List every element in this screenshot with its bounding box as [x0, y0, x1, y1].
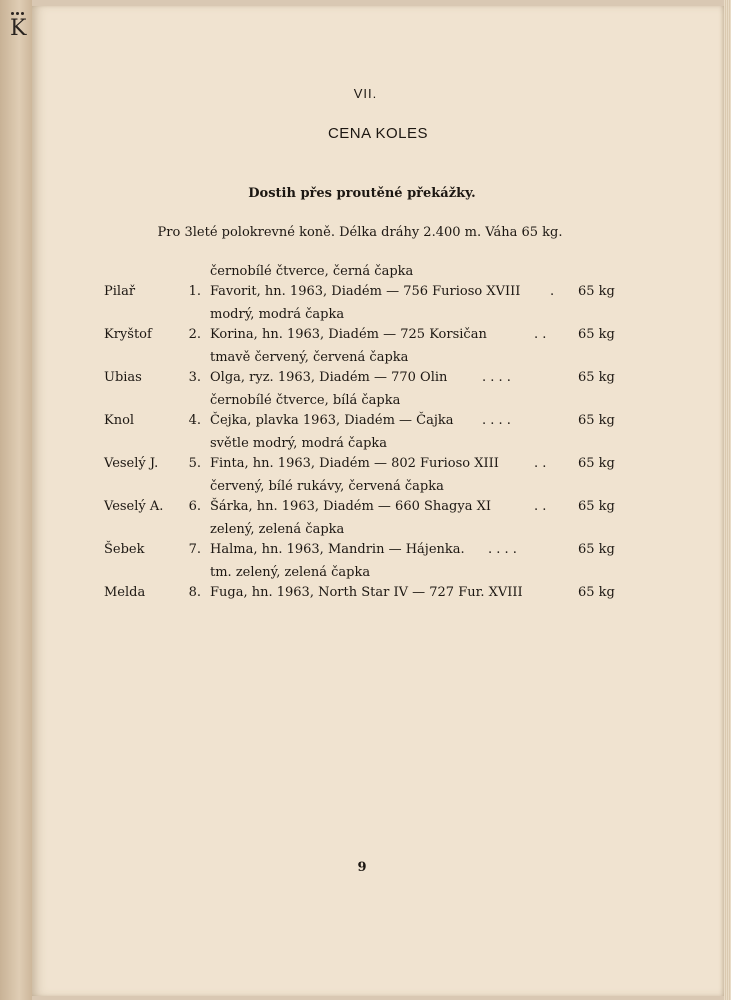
entry-row — [0, 307, 731, 350]
entry-leader-dots: . . . . — [482, 370, 511, 385]
entry-horse: Fuga, hn. 1963, North Star IV — 727 Fur. XVIII — [210, 585, 523, 600]
entry-jockey: Kryštof — [104, 327, 152, 342]
entry-weight: 65 kg — [578, 542, 615, 557]
entry-weight: 65 kg — [578, 284, 615, 299]
entry-weight: 65 kg — [578, 413, 615, 428]
chapter-number: VII. — [353, 86, 378, 101]
entry-row — [0, 565, 731, 608]
entry-jockey: Šebek — [104, 542, 145, 557]
entry-colors: červený, bílé rukávy, červená čapka — [210, 479, 444, 494]
entry-horse: Korina, hn. 1963, Diadém — 725 Korsičan — [210, 327, 487, 342]
entry-number: 8. — [188, 585, 201, 600]
race-conditions: Pro 3leté polokrevné koně. Délka dráhy 2.400 m. Váha 65 kg. — [157, 225, 563, 240]
entry-jockey: Knol — [104, 413, 135, 428]
entry-leader-dots: . . . . — [482, 413, 511, 428]
entry-horse: Favorit, hn. 1963, Diadém — 756 Furioso XVIII — [210, 284, 521, 299]
entry-number: 4. — [188, 413, 201, 428]
entry-leader-dots: . . — [534, 327, 547, 342]
entry-jockey: Veselý J. — [104, 456, 159, 471]
entry-number: 7. — [188, 542, 201, 557]
entry-horse: Čejka, plavka 1963, Diadém — Čajka — [210, 413, 454, 428]
entry-number: 5. — [188, 456, 201, 471]
entry-horse: Šárka, hn. 1963, Diadém — 660 Shagya XI — [210, 499, 491, 514]
entry-jockey: Melda — [104, 585, 146, 600]
entry-jockey: Pilař — [104, 284, 136, 299]
entry-weight: 65 kg — [578, 499, 615, 514]
entry-row — [0, 522, 731, 565]
entry-colors: světle modrý, modrá čapka — [210, 436, 388, 451]
entry-horse: Halma, hn. 1963, Mandrin — Hájenka. — [210, 542, 465, 557]
entry-leader-dots: . — [550, 284, 555, 299]
entry-weight: 65 kg — [578, 327, 615, 342]
entry-horse: Finta, hn. 1963, Diadém — 802 Furioso XIII — [210, 456, 499, 471]
entry-number: 3. — [188, 370, 201, 385]
entry-number: 6. — [188, 499, 201, 514]
entry-leader-dots: . . — [534, 456, 547, 471]
entry-row — [0, 264, 731, 307]
entry-colors: černobílé čtverce, černá čapka — [210, 264, 414, 279]
entry-leader-dots: . . — [534, 499, 547, 514]
entry-jockey: Veselý A. — [104, 499, 164, 514]
entry-weight: 65 kg — [578, 370, 615, 385]
race-type-heading: Dostih přes proutěné překážky. — [248, 186, 476, 201]
page-number: 9 — [357, 860, 367, 875]
entry-horse: Olga, ryz. 1963, Diadém — 770 Olin — [210, 370, 448, 385]
entry-number: 1. — [188, 284, 201, 299]
entry-colors: zelený, zelená čapka — [210, 522, 345, 537]
entry-leader-dots: . . . . — [488, 542, 517, 557]
entry-row — [0, 393, 731, 436]
entry-colors: tm. zelený, zelená čapka — [210, 565, 371, 580]
entry-row — [0, 479, 731, 522]
entry-row — [0, 436, 731, 479]
entry-colors: tmavě červený, červená čapka — [210, 350, 409, 365]
entry-row — [0, 350, 731, 393]
entry-colors: modrý, modrá čapka — [210, 307, 345, 322]
entry-weight: 65 kg — [578, 456, 615, 471]
entry-number: 2. — [188, 327, 201, 342]
entry-jockey: Ubias — [104, 370, 142, 385]
entry-weight: 65 kg — [578, 585, 615, 600]
race-title: CENA KOLES — [327, 125, 429, 142]
entry-colors: černobílé čtverce, bílá čapka — [210, 393, 401, 408]
binding-mark: K — [10, 16, 27, 41]
